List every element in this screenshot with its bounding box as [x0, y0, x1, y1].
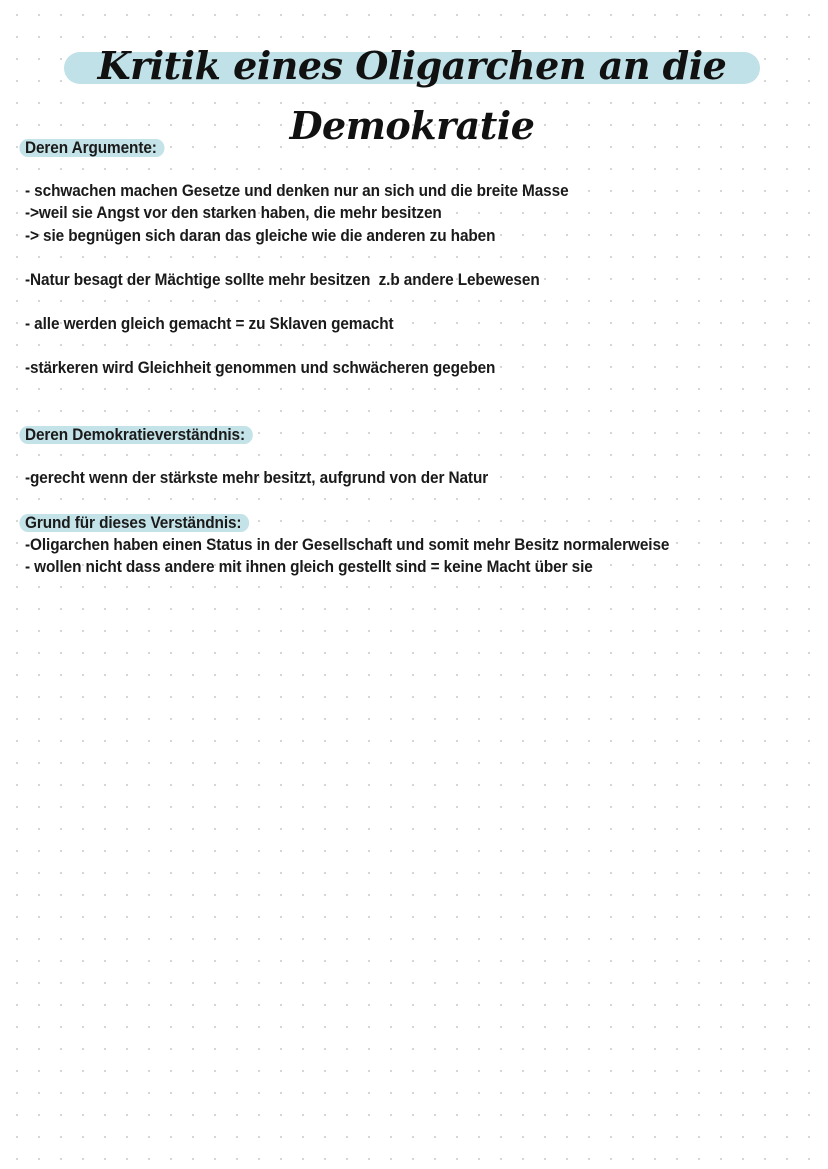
title-text: Kritik eines Oligarchen an die Demokratie	[97, 43, 727, 148]
list-item: -stärkeren wird Gleichheit genommen und schwächeren gegeben	[25, 359, 496, 377]
section-heading-verstaendnis	[25, 424, 252, 446]
heading-text: Deren Demokratieverständnis:	[19, 426, 252, 444]
list-item: - alle werden gleich gemacht = zu Sklaven gemacht	[25, 315, 394, 333]
list-item: - wollen nicht dass andere mit ihnen gleich gestellt sind = keine Macht über sie	[25, 558, 593, 576]
heading-text: Grund für dieses Verständnis:	[19, 514, 248, 532]
list-item: - schwachen machen Gesetze und denken nur an sich und die breite Masse	[25, 182, 569, 200]
list-item: -Oligarchen haben einen Status in der Gesellschaft und somit mehr Besitz normalerweise	[25, 536, 670, 554]
list-item: -> sie begnügen sich daran das gleiche wie die anderen zu haben	[25, 227, 496, 245]
list-item: -Natur besagt der Mächtige sollte mehr besitzen z.b andere Lebewesen	[25, 271, 540, 289]
heading-text: Deren Argumente:	[19, 139, 164, 157]
list-item: -gerecht wenn der stärkste mehr besitzt, aufgrund von der Natur	[25, 469, 489, 487]
section-heading-argumente	[25, 137, 164, 159]
section-heading-grund	[25, 512, 249, 534]
page-title	[62, 36, 762, 148]
list-item: ->weil sie Angst vor den starken haben, die mehr besitzen	[25, 204, 442, 222]
